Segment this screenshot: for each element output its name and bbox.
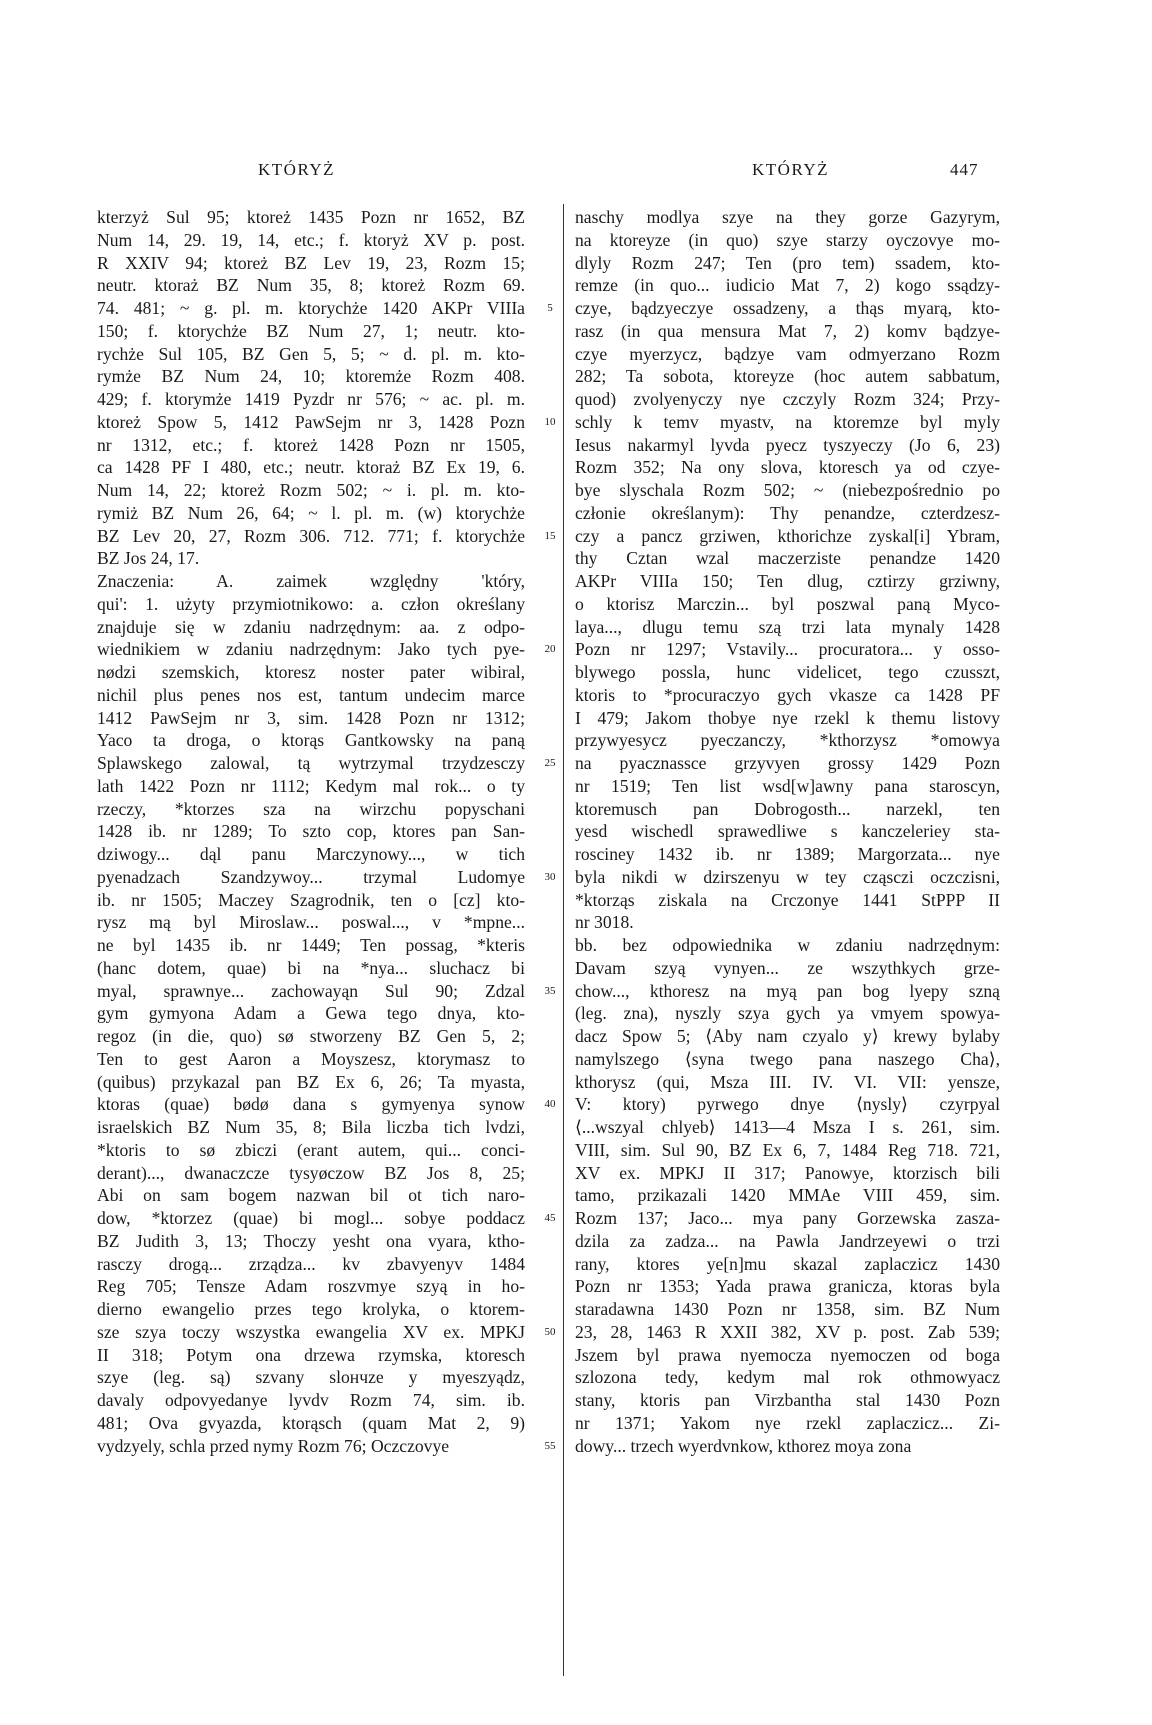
text-line: ktoreż Spow 5, 1412 PawSejm nr 3, 1428 Pozn [97,411,525,432]
text-line: (leg. zna), nyszly szya gych ya vmyem spowya- [575,1003,1000,1024]
text-line: rosciney 1432 ib. nr 1389; Margorzata... nye [575,844,1000,864]
text-line: 23, 28, 1463 R XXII 382, XV p. post. Zab 539; [575,1321,1000,1342]
text-line: ktoremusch pan Dobrogosth... narzekl, ten [575,798,1000,819]
line-number: 20 [544,643,556,656]
text-line: sze szya toczy wszystka ewangelia XV ex. MPKJ [97,1321,525,1342]
text-line: nr 1371; Yakom nye rzekl zaplaczicz... Zi- [575,1412,1000,1433]
text-line: wiednikiem w zdaniu nadrzędnym: Jako tych pye- [97,639,525,660]
text-line: bb. bez odpowiednika w zdaniu nadrzędnym: [575,935,1000,955]
text-line: ⟨...wszyal chlyeb⟩ 1413—4 Msza I s. 261, sim. [575,1117,1000,1137]
text-line: o ktorisz Marczin... byl poszwal paną Myco- [575,593,1000,614]
line-number: 5 [547,302,553,314]
text-line: lath 1422 Pozn nr 1112; Kedym mal rok... o ty [97,775,525,796]
text-line: rasczy drogą... zrządza... kv zbavyenyv 1484 [97,1253,525,1274]
text-line: ktoras (quae) bødø dana s gymyenya synow [97,1094,525,1115]
text-line: VIII, sim. Sul 90, BZ Ex 6, 7, 1484 Reg 718. 721, [575,1139,1000,1160]
line-number: 50 [544,1325,556,1338]
text-line: Num 14, 22; ktoreż Rozm 502; ~ i. pl. m. kto- [97,480,525,500]
text-line: znajduje się w zdaniu nadrzędnym: aa. z odpo- [97,616,525,637]
text-line: BZ Judith 3, 13; Thoczy yesht ona vyara, ktho- [97,1230,525,1251]
text-line: Jszem byl prawa nyemocza nyemoczen od boga [575,1344,1000,1365]
text-line: na pyacznassce grzyvyen grossy 1429 Pozn [575,753,1000,773]
text-line: rzeczy, *ktorzes sza na wirzchu popyschani [97,798,525,819]
line-number: 45 [544,1212,556,1224]
text-line: naschy modlya szye na they gorze Gazyrym, [575,207,1000,227]
text-line: Pozn nr 1297; Vstavily... procuratora... y osso- [575,639,1000,660]
text-line: R XXIV 94; ktoreż BZ Lev 19, 23, Rozm 15; [97,252,525,273]
text-line: BZ Jos 24, 17. [97,548,200,569]
text-line: przywyesycz pyeczanczy, *kthorzysz *omowya [575,730,1000,751]
text-line: rychże Sul 105, BZ Gen 5, 5; ~ d. pl. m. kto- [97,343,525,364]
text-line: *ktorząs ziskala na Crczonye 1441 StPPP II [575,889,1000,910]
text-line: Splawskego zalowal, tą wytrzymal trzydzesczy [97,753,525,773]
text-line: 1412 PawSejm nr 3, sim. 1428 Pozn nr 1312; [97,707,525,728]
text-line: Pozn nr 1353; Yada prawa granicza, ktoras byla [575,1276,1000,1297]
text-line: 1428 ib. nr 1289; To szto cop, ktores pan San- [97,821,525,842]
text-line: Rozm 137; Jaco... mya pany Gorzewska zasza- [575,1208,1000,1228]
line-number: 55 [544,1439,556,1452]
text-line: yesd wischedl sprawedliwe s kanczeleriey sta- [575,821,1000,842]
text-line: israelskich BZ Num 35, 8; Bila liczba tich lvdzi, [97,1117,525,1137]
text-line: AKPr VIIIa 150; Ten dlug, cztirzy grziwny, [575,571,1000,591]
text-line: qui': 1. użyty przymiotnikowo: a. człon określany [97,593,525,614]
text-line: gym gymyona Adam a Gewa tego dnya, kto- [97,1003,525,1024]
text-line: Yaco ta droga, o ktorąs Gantkowsky na paną [97,730,525,751]
text-line: stany, ktoris pan Virzbantha stal 1430 Pozn [575,1390,1000,1410]
text-line: Reg 705; Tensze Adam roszvmye szyą in ho- [97,1276,525,1297]
line-number: 30 [544,870,556,883]
text-line: rany, ktores ye[n]mu skazal zaplaczicz 1430 [575,1253,1000,1274]
text-line: XV ex. MPKJ II 317; Panowye, ktorzisch bili [575,1162,1000,1183]
text-line: davaly odpovyedanye lyvdv Rozm 74, sim. ib. [97,1390,525,1410]
text-line: 481; Ova gvyazda, ktorąsch (quam Mat 2, 9) [97,1412,525,1433]
text-line: kterzyż Sul 95; ktoreż 1435 Pozn nr 1652, BZ [97,207,525,227]
text-line: bye slyschala Rozm 502; ~ (niebezpośrednio po [575,480,1000,500]
text-line: nr 3018. [575,912,634,933]
text-line: I 479; Jakom thobye nye rzekl k themu listovy [575,707,1000,728]
text-line: ktoris to *procuraczyo gych vkasze ca 1428 PF [575,684,1000,705]
line-number: 15 [544,529,556,542]
text-line: ne byl 1435 ib. nr 1449; Ten possag, *kteris [97,935,525,955]
text-line: szye (leg. są) szvany slончze y myeszyądz, [97,1367,525,1388]
text-line: vydzyely, schla przed nymy Rozm 76; Oczczovye [97,1435,450,1456]
text-line: członie określanym): Thy penandze, czterdzesz- [575,502,1000,523]
text-line: *ktoris to sø zbiczi (erant autem, qui... conci- [97,1139,525,1160]
text-line: schly k temv myastv, na ktoremze byl myly [575,411,1000,432]
text-line: rysz mą byl Miroslaw... poswal..., v *mpne... [97,912,525,933]
column-divider [563,204,564,1676]
text-line: ib. nr 1505; Maczey Szagrodnik, ten o [cz] kto- [97,889,525,910]
text-line: rymże BZ Num 24, 10; ktoremże Rozm 408. [97,366,525,387]
text-line: blywego possla, hunc videlicet, tego czusszt, [575,662,1000,682]
text-line: nichil plus penes nos est, tantum undecim marce [97,684,525,705]
text-line: dowy... trzech wyerdvnkow, kthorez moya zona [575,1435,912,1456]
text-line: nødzi szemskich, ktoresz noster pater wibiral, [97,662,525,682]
text-line: czy a pancz grziwen, kthorichze zyskal[i] Ybram, [575,525,1000,546]
text-line: namylszego ⟨syna twego pana naszego Cha⟩, [575,1048,1000,1069]
text-line: nr 1312, etc.; f. ktoreż 1428 Pozn nr 1505, [97,434,525,455]
text-line: staradawna 1430 Pozn nr 1358, sim. BZ Num [575,1299,1000,1319]
text-line: (hanc dotem, quae) bi na *nya... sluchacz bi [97,957,525,978]
right-column [575,206,1000,1457]
text-line: 429; f. ktorymże 1419 Pyzdr nr 576; ~ ac. pl. m. [97,389,525,409]
text-line: byla nikdi w dzirszenyu w tey cząsczi oczczisni, [575,866,1000,887]
left-column [97,206,525,1457]
text-line: chow..., kthoresz na myą pan bog lyepy szną [575,980,1000,1001]
text-line: rasz (in qua mensura Mat 7, 2) komv bądzye- [575,320,1000,341]
text-line: derant)..., dwanaczcze tysyøczow BZ Jos 8, 25; [97,1162,525,1183]
text-line: nr 1519; Ten list wsd[w]awny pana staroscyn, [575,775,1000,796]
text-line: dow, *ktorzez (quae) bi mogl... sobye poddacz [97,1208,525,1228]
line-number: 25 [544,757,556,769]
text-line: dacz Spow 5; ⟨Aby nam czyalo y⟩ krewy bylaby [575,1026,1000,1046]
text-line: tamo, przikazali 1420 MMAe VIII 459, sim. [575,1185,1000,1206]
text-line: neutr. ktoraż BZ Num 35, 8; ktoreż Rozm 69. [97,275,525,296]
text-line: rymiż BZ Num 26, 64; ~ l. pl. m. (w) ktorychże [97,502,525,523]
text-line: dziwogy... dąl panu Marczynowy..., w tich [97,844,525,864]
text-line: laya..., dlugu temu szą trzi lata mynaly 1428 [575,616,1000,637]
text-line: Num 14, 29. 19, 14, etc.; f. ktoryż XV p. post. [97,229,525,250]
text-line: szlozona tedy, kedym mal rok othmowyacz [575,1367,1000,1388]
text-line: BZ Lev 20, 27, Rozm 306. 712. 771; f. ktorychże [97,525,525,546]
text-line: regoz (in die, quo) sø stworzeny BZ Gen 5, 2; [97,1026,525,1046]
text-line: (quibus) przykazal pan BZ Ex 6, 26; Ta myasta, [97,1071,525,1092]
text-line: V: ktory) pyrwego dnye ⟨nysly⟩ czyrpyal [575,1094,1000,1115]
text-line: 74. 481; ~ g. pl. m. ktorychże 1420 AKPr VIIIa [97,298,525,318]
page-number: 447 [950,160,979,179]
text-line: czye, bądzyeczye ossadzeny, a thąs myarą, kto- [575,298,1000,318]
text-line: kthorysz (qui, Msza III. IV. VI. VII: yensze, [575,1071,1000,1092]
text-line: Abi on sam bogem nazwan bil ot tich naro- [97,1185,525,1206]
text-line: II 318; Potym ona drzewa rzymska, ktoresch [97,1344,525,1365]
line-number: 35 [544,984,556,997]
text-line: Davam szyą vynyen... ze wszythkych grze- [575,957,1000,978]
text-line: 150; f. ktorychże BZ Num 27, 1; neutr. kto- [97,320,525,341]
line-number: 10 [544,415,556,428]
text-line: thy Cztan wzal maczerziste penandze 1420 [575,548,1000,569]
text-line: pyenadzach Szandzywoy... trzymal Ludomye [97,866,525,887]
running-head-right: KTÓRYŻ [752,160,829,179]
text-line: Iesus nakarmyl lyvda pyecz tyszyeczy (Jo 6, 23) [575,434,1000,455]
text-line: czye myerzycz, bądzye vam odmyerzano Rozm [575,343,1000,364]
text-line: quod) zvolyenyczy nye czczyly Rozm 324; Przy- [575,389,1000,409]
text-line: na ktoreyze (in quo) szye starzy oyczovye mo- [575,229,1000,250]
text-line: remze (in quo... iudicio Mat 7, 2) kogo ssądzy- [575,275,1000,296]
text-line: Rozm 352; Na ony slova, ktoresch ya od czye- [575,457,1000,478]
text-line: myal, sprawnye... zachowayąn Sul 90; Zdzal [97,980,525,1001]
text-line: dzila za zadza... na Pawla Jandrzeyewi o trzi [575,1230,1000,1251]
text-line: Znaczenia: A. zaimek względny 'który, [97,571,525,591]
text-line: dierno ewangelio przes tego krolyka, o ktorem- [97,1299,525,1319]
text-line: dlyly Rozm 247; Ten (pro tem) ssadem, kto- [575,252,1000,273]
running-head-left: KTÓRYŻ [258,160,335,179]
text-line: Ten to gest Aaron a Moyszesz, ktorymasz to [97,1048,525,1069]
line-number: 40 [544,1098,556,1111]
text-line: ca 1428 PF I 480, etc.; neutr. ktoraż BZ Ex 19, 6. [97,457,525,478]
text-line: 282; Ta sobota, ktoreyze (hoc autem sabbatum, [575,366,1000,387]
